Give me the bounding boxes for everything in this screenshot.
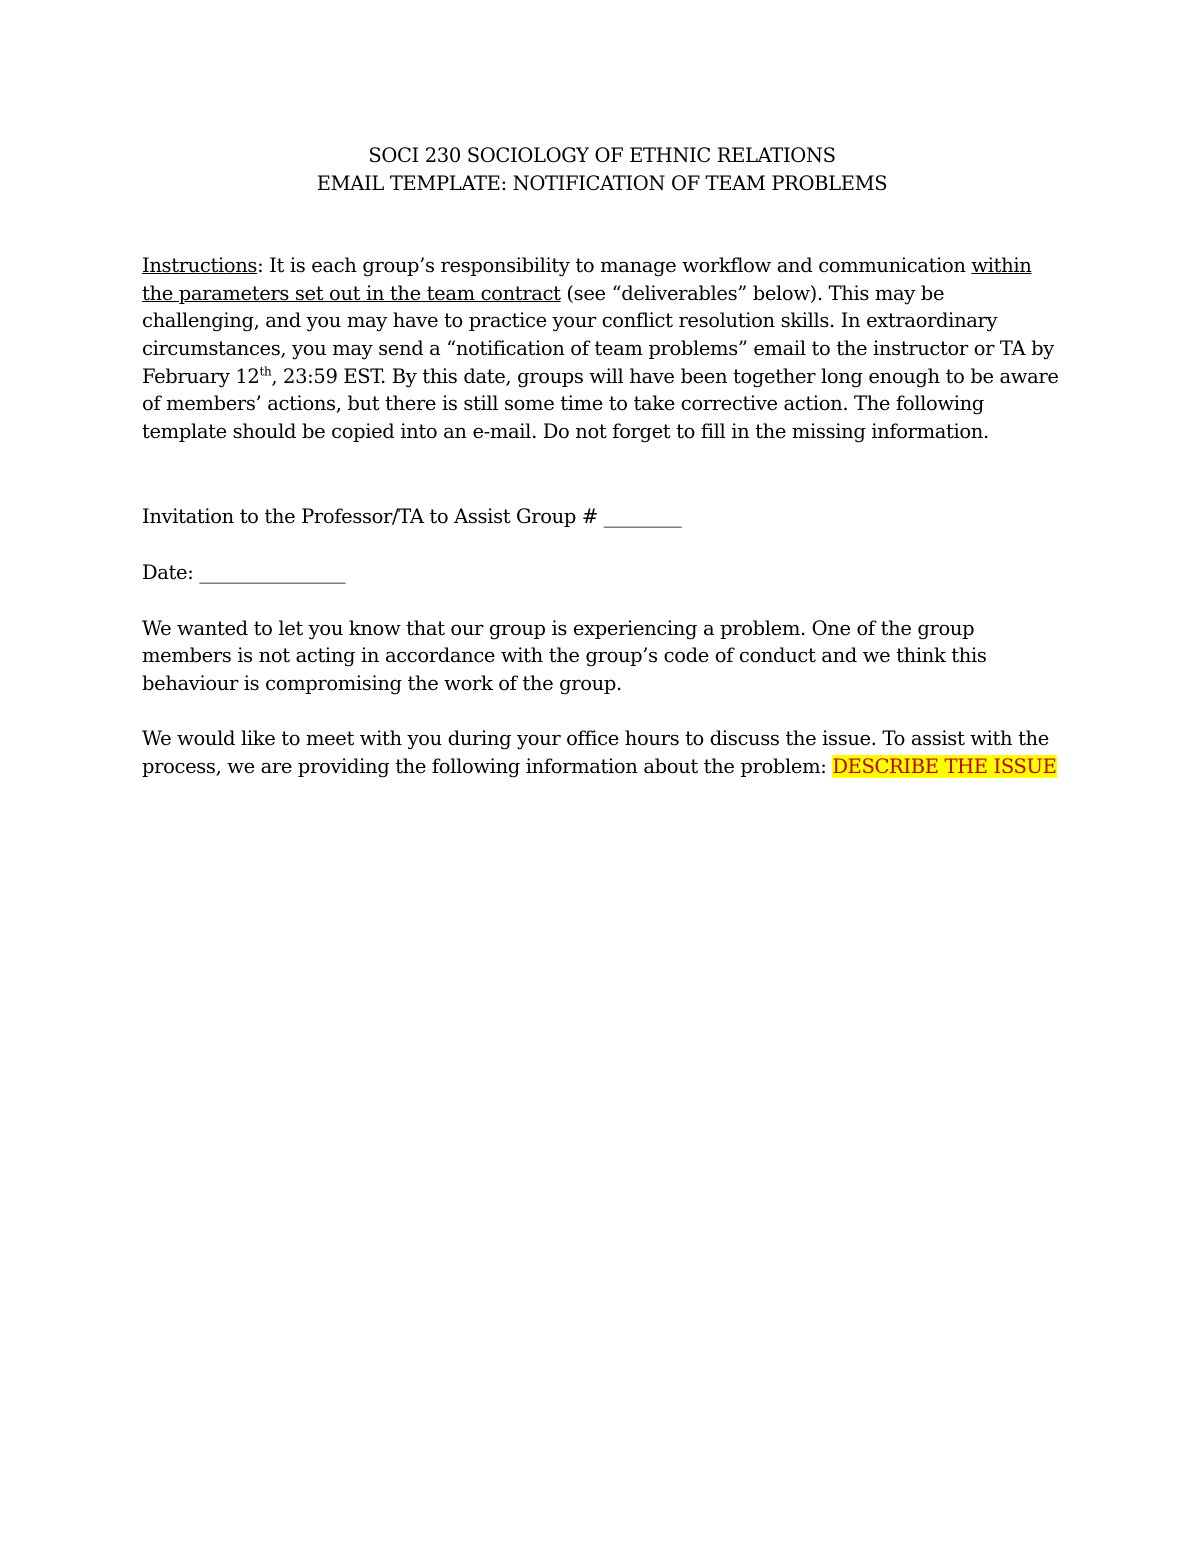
instructions-label: Instructions (142, 254, 258, 278)
instructions-text-1: It is each group’s responsibility to manage workflow and communication (263, 254, 972, 278)
invitation-label: Invitation to the Professor/TA to Assist Group # (142, 505, 604, 529)
instructions-colon: : (257, 254, 264, 278)
problem-paragraph: We wanted to let you know that our group is experiencing a problem. One of the group members is not acting in accordance with the group’s code of conduct and we think this behaviour is compromising the work of the group. (142, 616, 987, 695)
invitation-line (142, 503, 1062, 531)
instructions-text-3: , 23:59 EST. By this date, groups will have been together long enough to be aware of members’ actions, but there is still some time to take corrective action. The following template should be copied into an e-mail. Do not forget to fill in the missing information. (142, 364, 1059, 443)
meeting-text: We would like to meet with you during your office hours to discuss the issue. To assist with the process, we are providing the following information about the problem: (142, 727, 1049, 778)
date-blank: _______________ (199, 560, 346, 584)
document-page (142, 142, 1062, 781)
describe-issue-highlight: DESCRIBE THE ISSUE (832, 754, 1057, 778)
team-contract-underlined: within the parameters set out in the team contract (142, 254, 1032, 305)
group-number-blank: ________ (603, 505, 682, 529)
meeting-paragraph (142, 725, 1062, 780)
template-title: EMAIL TEMPLATE: NOTIFICATION OF TEAM PROBLEMS (316, 171, 888, 195)
date-line (142, 559, 1062, 587)
course-title: SOCI 230 SOCIOLOGY OF ETHNIC RELATIONS (368, 144, 836, 167)
date-label: Date: (142, 560, 200, 584)
date-superscript: th (259, 364, 272, 379)
document-title (142, 142, 1062, 197)
instructions-text-2: (see “deliverables” below). This may be challenging, and you may have to practice your conflict resolution skills. In extraordinary circumstances, you may send a “notification of team problems” email to the instructor or TA by February 12 (142, 281, 1054, 388)
instructions-paragraph (142, 252, 1062, 445)
